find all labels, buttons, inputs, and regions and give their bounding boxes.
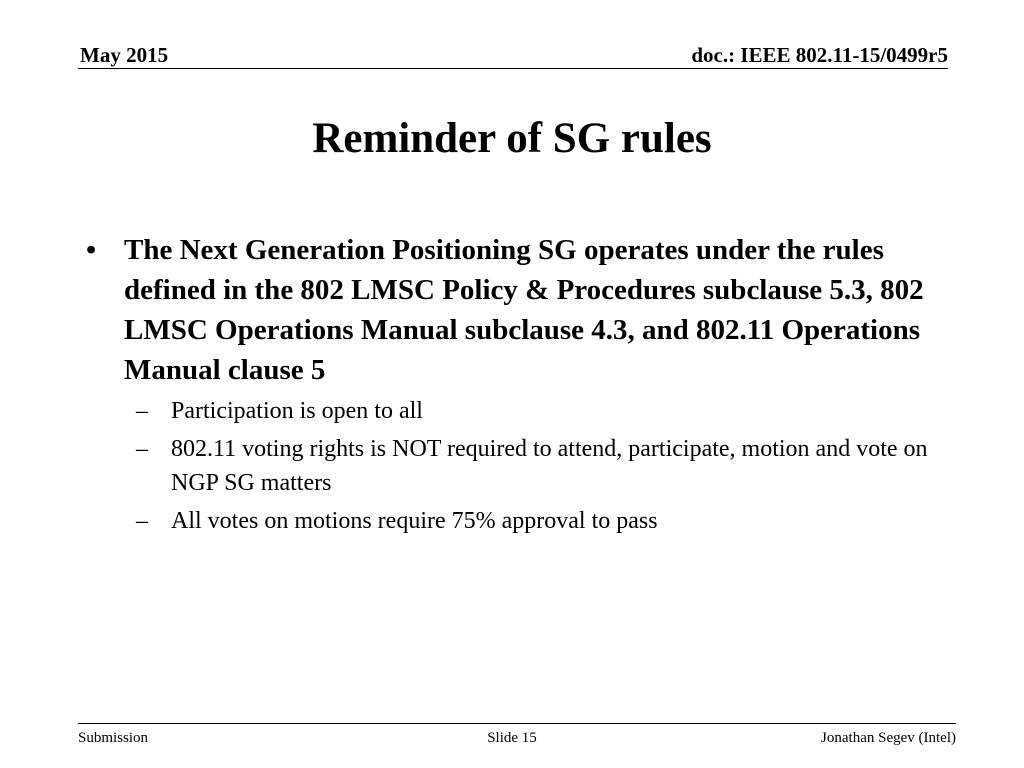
- sub-bullet-text: Participation is open to all: [171, 398, 423, 424]
- bullet-text: The Next Generation Positioning SG operates under the rules defined in the 802 LMSC Policy & Procedures subclause 5.3, 802 LMSC Operations Manual subclause 4.3, and 802.11 Operations Manual clause 5: [124, 234, 924, 386]
- slide-body: [86, 230, 956, 538]
- slide-title: Reminder of SG rules: [312, 115, 712, 162]
- dash-glyph: –: [136, 398, 148, 424]
- dash-glyph: –: [136, 508, 148, 534]
- bullet-glyph: •: [86, 234, 97, 266]
- sub-bullet-text: 802.11 voting rights is NOT required to attend, participate, motion and vote on NGP SG matters: [171, 436, 928, 496]
- footer-author: Jonathan Segev (Intel): [821, 730, 956, 746]
- footer-divider: [78, 723, 956, 724]
- dash-glyph: –: [136, 436, 148, 462]
- header-date: May 2015: [80, 43, 169, 67]
- header-divider: [78, 68, 948, 69]
- sub-bullet-text: All votes on motions require 75% approval to pass: [171, 508, 658, 534]
- sub-bullet-item: [86, 504, 931, 538]
- header-doc-id: doc.: IEEE 802.11-15/0499r5: [691, 43, 948, 67]
- sub-bullet-item: [86, 394, 931, 428]
- sub-bullet-item: [86, 432, 931, 500]
- sub-bullet-list: [86, 394, 956, 538]
- footer-submission: Submission: [78, 730, 149, 746]
- bullet-item: [86, 230, 956, 390]
- footer-slide-number: Slide 15: [487, 730, 537, 746]
